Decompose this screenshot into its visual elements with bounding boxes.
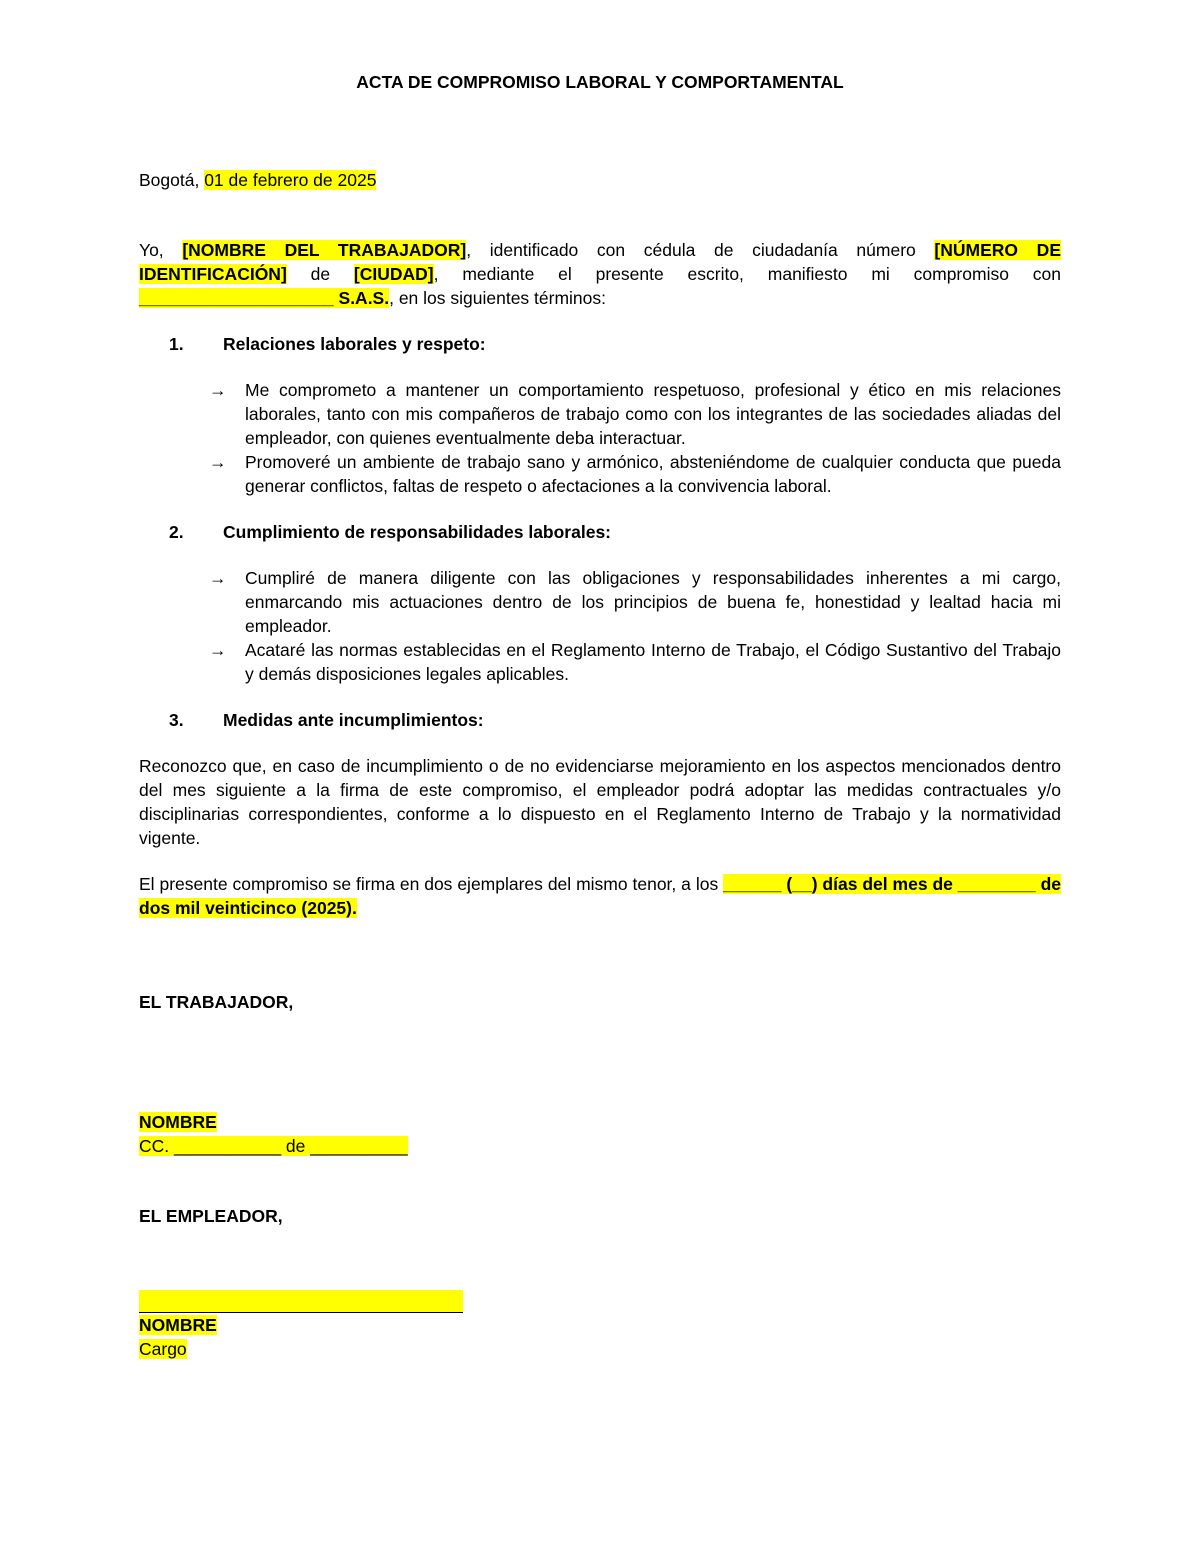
intro-text: , identificado con cédula de ciudadanía número xyxy=(466,240,935,260)
worker-name-placeholder: [NOMBRE DEL TRABAJADOR] xyxy=(182,240,467,260)
list-item-text: Me comprometo a mantener un comportamiento respetuoso, profesional y ético en mis relaciones laborales, tanto con mis compañeros de trabajo como con los integrantes de las sociedades aliadas del empleador, con quienes eventualmente deba interactuar. xyxy=(245,380,1061,448)
list-item-text: Cumpliré de manera diligente con las obligaciones y responsabilidades inherentes a mi cargo, enmarcando mis actuaciones dentro de los principios de buena fe, honestidad y lealtad hacia mi empleador. xyxy=(245,568,1061,636)
employer-signature-line xyxy=(139,1290,463,1313)
measures-paragraph: Reconozco que, en caso de incumplimiento o de no evidenciarse mejoramiento en los aspectos mencionados dentro del mes siguiente a la firma de este compromiso, el empleador podrá adoptar las medidas contractuales y/o disciplinarias correspondientes, conforme a lo dispuesto en el Reglamento Interno de Trabajo y la normatividad vigente. xyxy=(139,756,1061,848)
signing-text: días del mes de xyxy=(817,874,958,894)
bullet-list xyxy=(139,378,1061,498)
cc-label: CC. xyxy=(139,1136,174,1156)
intro-text: Yo, xyxy=(139,240,183,260)
worker-cc-line xyxy=(139,1136,408,1156)
date-value: 01 de febrero de 2025 xyxy=(204,170,377,190)
list-item-text: Promoveré un ambiente de trabajo sano y armónico, absteniéndome de cualquier conducta que pueda generar conflictos, faltas de respeto o afectaciones a la convivencia laboral. xyxy=(245,452,1061,496)
intro-paragraph xyxy=(139,238,1061,310)
employer-signature-block xyxy=(139,1290,1061,1361)
section-heading xyxy=(139,708,1061,732)
section-title: Cumplimiento de responsabilidades laborales: xyxy=(223,522,612,542)
days-number-blank: (__) xyxy=(781,874,818,894)
bullet-list xyxy=(139,566,1061,686)
date-line xyxy=(139,168,1061,192)
worker-signature-name: NOMBRE xyxy=(139,1112,217,1132)
section-number: 2. xyxy=(169,522,184,542)
intro-text: , en los siguientes términos: xyxy=(389,288,607,308)
section-heading xyxy=(139,520,1061,544)
document-page xyxy=(139,70,1061,1361)
list-item xyxy=(139,566,1061,638)
section-number: 3. xyxy=(169,710,184,730)
employer-role: Cargo xyxy=(139,1339,187,1359)
arrow-right-icon: → xyxy=(209,452,227,472)
arrow-right-icon: → xyxy=(209,640,227,660)
worker-signature-block xyxy=(139,1110,1061,1158)
intro-text: , mediante el presente escrito, manifiesto mi compromiso con xyxy=(433,264,1061,284)
id-number-placeholder: [NÚMERO DE IDENTIFICACIÓN] xyxy=(139,240,1061,284)
signing-text: El presente compromiso se firma en dos ejemplares del mismo tenor, a los xyxy=(139,874,724,894)
company-placeholder xyxy=(139,288,389,308)
cc-de-label: de xyxy=(281,1136,311,1156)
section-number: 1. xyxy=(169,334,184,354)
city-placeholder: [CIUDAD] xyxy=(353,264,434,284)
list-item xyxy=(139,450,1061,498)
date-city: Bogotá, xyxy=(139,170,205,190)
section-title: Medidas ante incumplimientos: xyxy=(223,710,484,730)
signing-paragraph xyxy=(139,872,1061,920)
employer-signature-heading: EL EMPLEADOR, xyxy=(139,1206,283,1226)
list-item xyxy=(139,378,1061,450)
arrow-right-icon: → xyxy=(209,380,227,400)
month-blank: ________ xyxy=(957,874,1036,894)
section-heading xyxy=(139,332,1061,356)
signing-text: de dos mil veinticinco (2025). xyxy=(139,874,1061,918)
employer-signature-name: NOMBRE xyxy=(139,1315,217,1335)
cc-city-blank: __________ xyxy=(310,1136,408,1156)
days-blank: ______ xyxy=(723,874,782,894)
company-suffix: S.A.S. xyxy=(333,288,390,308)
section-title: Relaciones laborales y respeto: xyxy=(223,334,486,354)
worker-signature-heading: EL TRABAJADOR, xyxy=(139,992,294,1012)
cc-blank: ___________ xyxy=(174,1136,282,1156)
list-item xyxy=(139,638,1061,686)
document-title: ACTA DE COMPROMISO LABORAL Y COMPORTAMENTAL xyxy=(356,72,844,92)
list-item-text: Acataré las normas establecidas en el Reglamento Interno de Trabajo, el Código Sustantivo del Trabajo y demás disposiciones legales aplicables. xyxy=(245,640,1061,684)
arrow-right-icon: → xyxy=(209,568,227,588)
company-blank: ____________________ xyxy=(139,288,334,308)
intro-text: de xyxy=(286,264,354,284)
